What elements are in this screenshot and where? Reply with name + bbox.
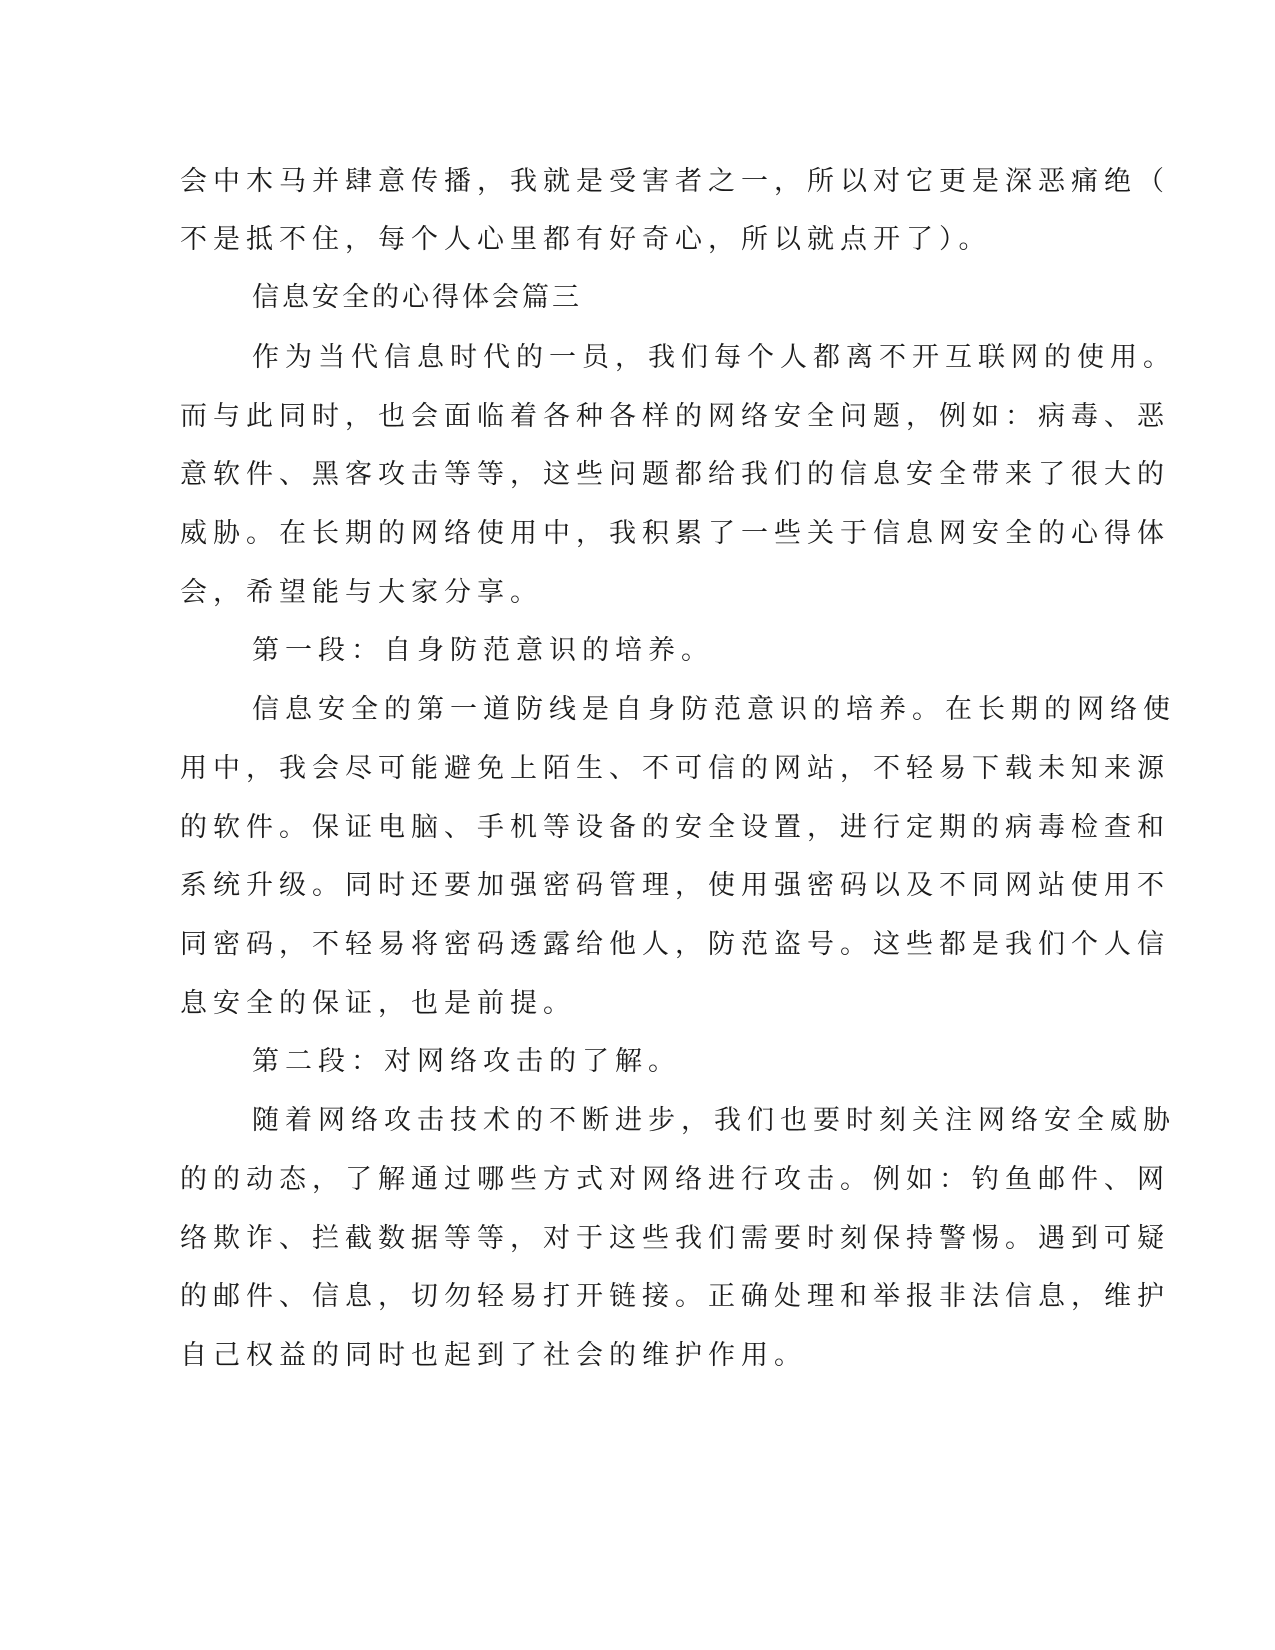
- paragraph-line: 自己权益的同时也起到了社会的维护作用。: [180, 1340, 807, 1371]
- paragraph-line: 威胁。在长期的网络使用中，我积累了一些关于信息网安全的心得体: [180, 518, 1170, 549]
- paragraph-line: 意软件、黑客攻击等等，这些问题都给我们的信息安全带来了很大的: [180, 459, 1170, 490]
- section-heading: 第一段：自身防范意识的培养。: [252, 635, 714, 666]
- paragraph-line: 的邮件、信息，切勿轻易打开链接。正确处理和举报非法信息，维护: [180, 1281, 1170, 1312]
- paragraph-line: 会，希望能与大家分享。: [180, 577, 543, 608]
- paragraph-line: 用中，我会尽可能避免上陌生、不可信的网站，不轻易下载未知来源: [180, 753, 1170, 784]
- paragraph-line: 而与此同时，也会面临着各种各样的网络安全问题，例如：病毒、恶: [180, 401, 1170, 432]
- paragraph-line: 不是抵不住，每个人心里都有好奇心，所以就点开了）。: [180, 224, 992, 255]
- paragraph-line: 随着网络攻击技术的不断进步，我们也要时刻关注网络安全威胁: [252, 1105, 1176, 1136]
- paragraph-line: 同密码，不轻易将密码透露给他人，防范盗号。这些都是我们个人信: [180, 929, 1170, 960]
- paragraph-line: 的的动态，了解通过哪些方式对网络进行攻击。例如：钓鱼邮件、网: [180, 1164, 1170, 1195]
- section-title: 信息安全的心得体会篇三: [252, 282, 582, 313]
- paragraph-line: 息安全的保证，也是前提。: [180, 988, 576, 1019]
- paragraph-line: 系统升级。同时还要加强密码管理，使用强密码以及不同网站使用不: [180, 870, 1170, 901]
- paragraph-line: 会中木马并肆意传播，我就是受害者之一，所以对它更是深恶痛绝（: [180, 166, 1170, 197]
- paragraph-line: 信息安全的第一道防线是自身防范意识的培养。在长期的网络使: [252, 694, 1176, 725]
- paragraph-line: 络欺诈、拦截数据等等，对于这些我们需要时刻保持警惕。遇到可疑: [180, 1223, 1170, 1254]
- paragraph-line: 的软件。保证电脑、手机等设备的安全设置，进行定期的病毒检查和: [180, 812, 1170, 843]
- paragraph-line: 作为当代信息时代的一员，我们每个人都离不开互联网的使用。: [252, 342, 1176, 373]
- section-heading: 第二段：对网络攻击的了解。: [252, 1046, 681, 1077]
